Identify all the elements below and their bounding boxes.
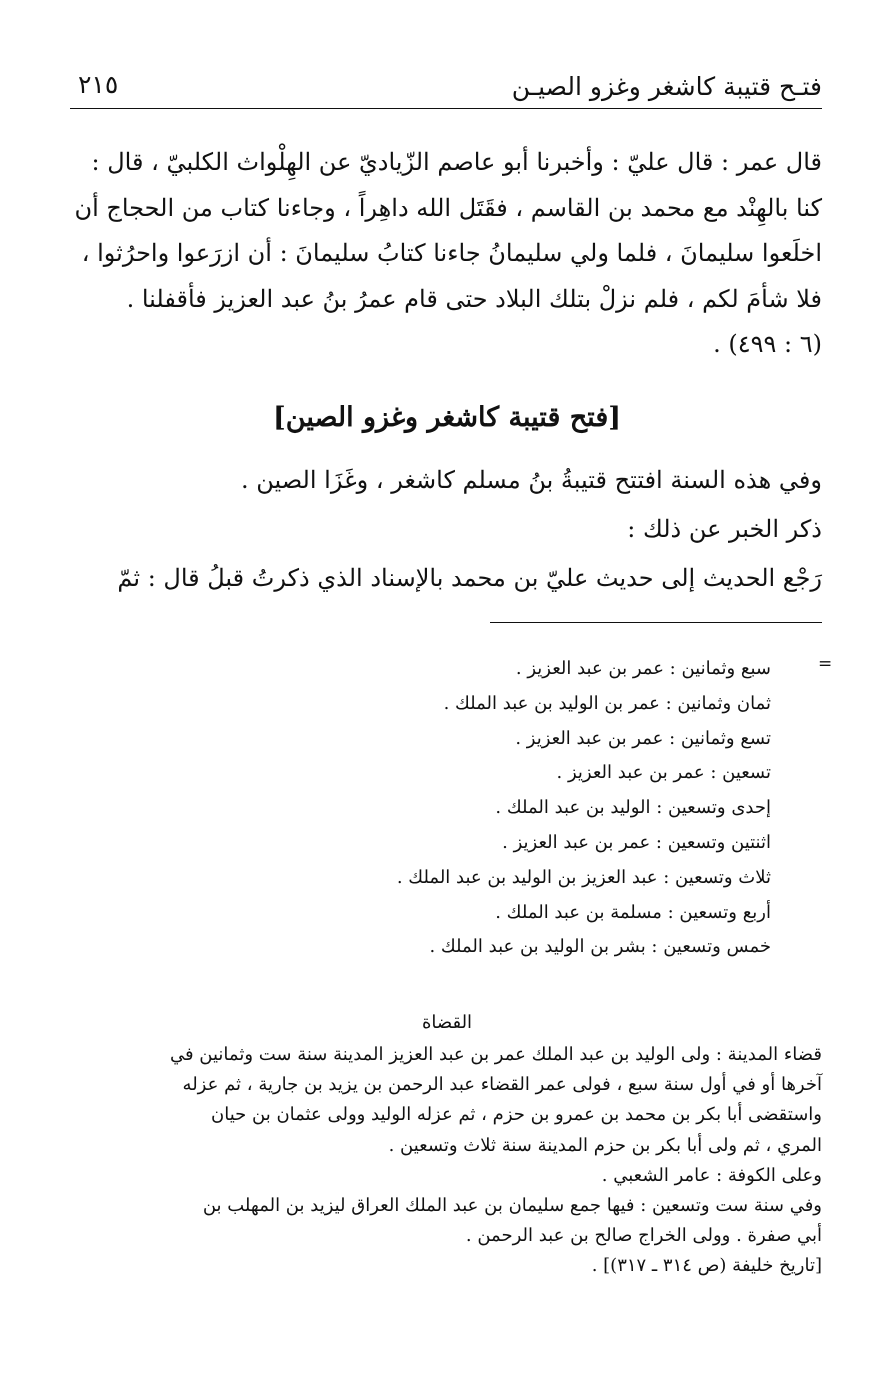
- list-item: سبع وثمانين : عمر بن عبد العزيز .: [515, 658, 771, 679]
- text-line: المري ، ثم ولى أبا بكر بن حزم المدينة سنة ثلاث وتسعين .: [388, 1134, 822, 1156]
- section-heading: [فتح قتيبة كاشغر وغزو الصين]: [272, 402, 622, 433]
- text-line: قال عمر : قال عليّ : وأخبرنا أبو عاصم الزّياديّ عن الهِلْواث الكلبيّ ، قال :: [91, 148, 822, 176]
- text-line: أبي صفرة . وولى الخراج صالح بن عبد الرحمن .: [465, 1225, 822, 1247]
- running-title: فتـح قتيبة كاشغر وغزو الصيـن: [511, 72, 822, 101]
- text-line: وعلى الكوفة : عامر الشعبي .: [601, 1164, 822, 1186]
- text-line: قضاء المدينة : ولى الوليد بن عبد الملك عمر بن عبد العزيز المدينة سنة ست وثمانين في: [169, 1044, 822, 1065]
- list-item: اثنتين وتسعين : عمر بن عبد العزيز .: [502, 831, 771, 853]
- text-line: ذكر الخبر عن ذلك :: [627, 515, 822, 543]
- list-item: ثمان وثمانين : عمر بن الوليد بن عبد الملك .: [443, 692, 771, 714]
- list-item: ثلاث وتسعين : عبد العزيز بن الوليد بن عبد الملك .: [396, 866, 771, 888]
- citation-line: [تاريخ خليفة (ص ٣١٤ ـ ٣١٧)] .: [591, 1255, 822, 1277]
- footnote-list: [397, 652, 771, 965]
- page-number: ٢١٥: [78, 70, 119, 99]
- list-item: خمس وتسعين : بشر بن الوليد بن عبد الملك .: [429, 936, 771, 958]
- text-line: آخرها أو في أول سنة سبع ، فولى عمر القضاء عبد الرحمن بن يزيد بن جارية ، ثم عزله: [182, 1074, 822, 1096]
- text-line: اخلَعوا سليمانَ ، فلما ولي سليمانُ جاءنا كتابُ سليمانَ : أن ازرَعوا واحرُثوا ،: [81, 239, 822, 268]
- citation-line: (٦ : ٤٩٩) .: [713, 330, 822, 359]
- text-line: فلا شأمَ لكم ، فلم نزلْ بتلك البلاد حتى قام عمرُ بنُ عبد العزيز فأقفلنا .: [126, 284, 822, 313]
- text-line: واستقضى أبا بكر بن محمد بن عمرو بن حزم ، ثم عزله الوليد وولى عثمان بن حيان: [211, 1104, 822, 1126]
- list-item: أربع وتسعين : مسلمة بن عبد الملك .: [495, 901, 771, 923]
- list-item: إحدى وتسعين : الوليد بن عبد الملك .: [495, 797, 771, 819]
- list-item: تسع وثمانين : عمر بن عبد العزيز .: [515, 727, 771, 749]
- text-line: رَجْع الحديث إلى حديث عليّ بن محمد بالإسناد الذي ذكرتُ قبلُ قال : ثمّ: [117, 564, 822, 592]
- text-line: كنا بالهِنْد مع محمد بن القاسم ، فقَتَل الله داهِراً ، وجاءنا كتاب من الحجاج أن: [74, 193, 822, 222]
- footnote-subheading: القضاة: [421, 1012, 473, 1033]
- footnote-continuation-mark: =: [818, 654, 833, 674]
- section-paragraph: [72, 456, 822, 603]
- text-line: وفي هذه السنة افتتح قتيبةُ بنُ مسلم كاشغر ، وغَزَا الصين .: [240, 466, 822, 494]
- footnote-divider: [490, 622, 822, 623]
- main-paragraph: [72, 140, 822, 368]
- text-line: وفي سنة ست وتسعين : فيها جمع سليمان بن عبد الملك العراق ليزيد بن المهلب بن: [202, 1194, 822, 1216]
- footnote-paragraph: [68, 1040, 822, 1282]
- page-header: [70, 62, 822, 109]
- list-item: تسعين : عمر بن عبد العزيز .: [556, 762, 771, 784]
